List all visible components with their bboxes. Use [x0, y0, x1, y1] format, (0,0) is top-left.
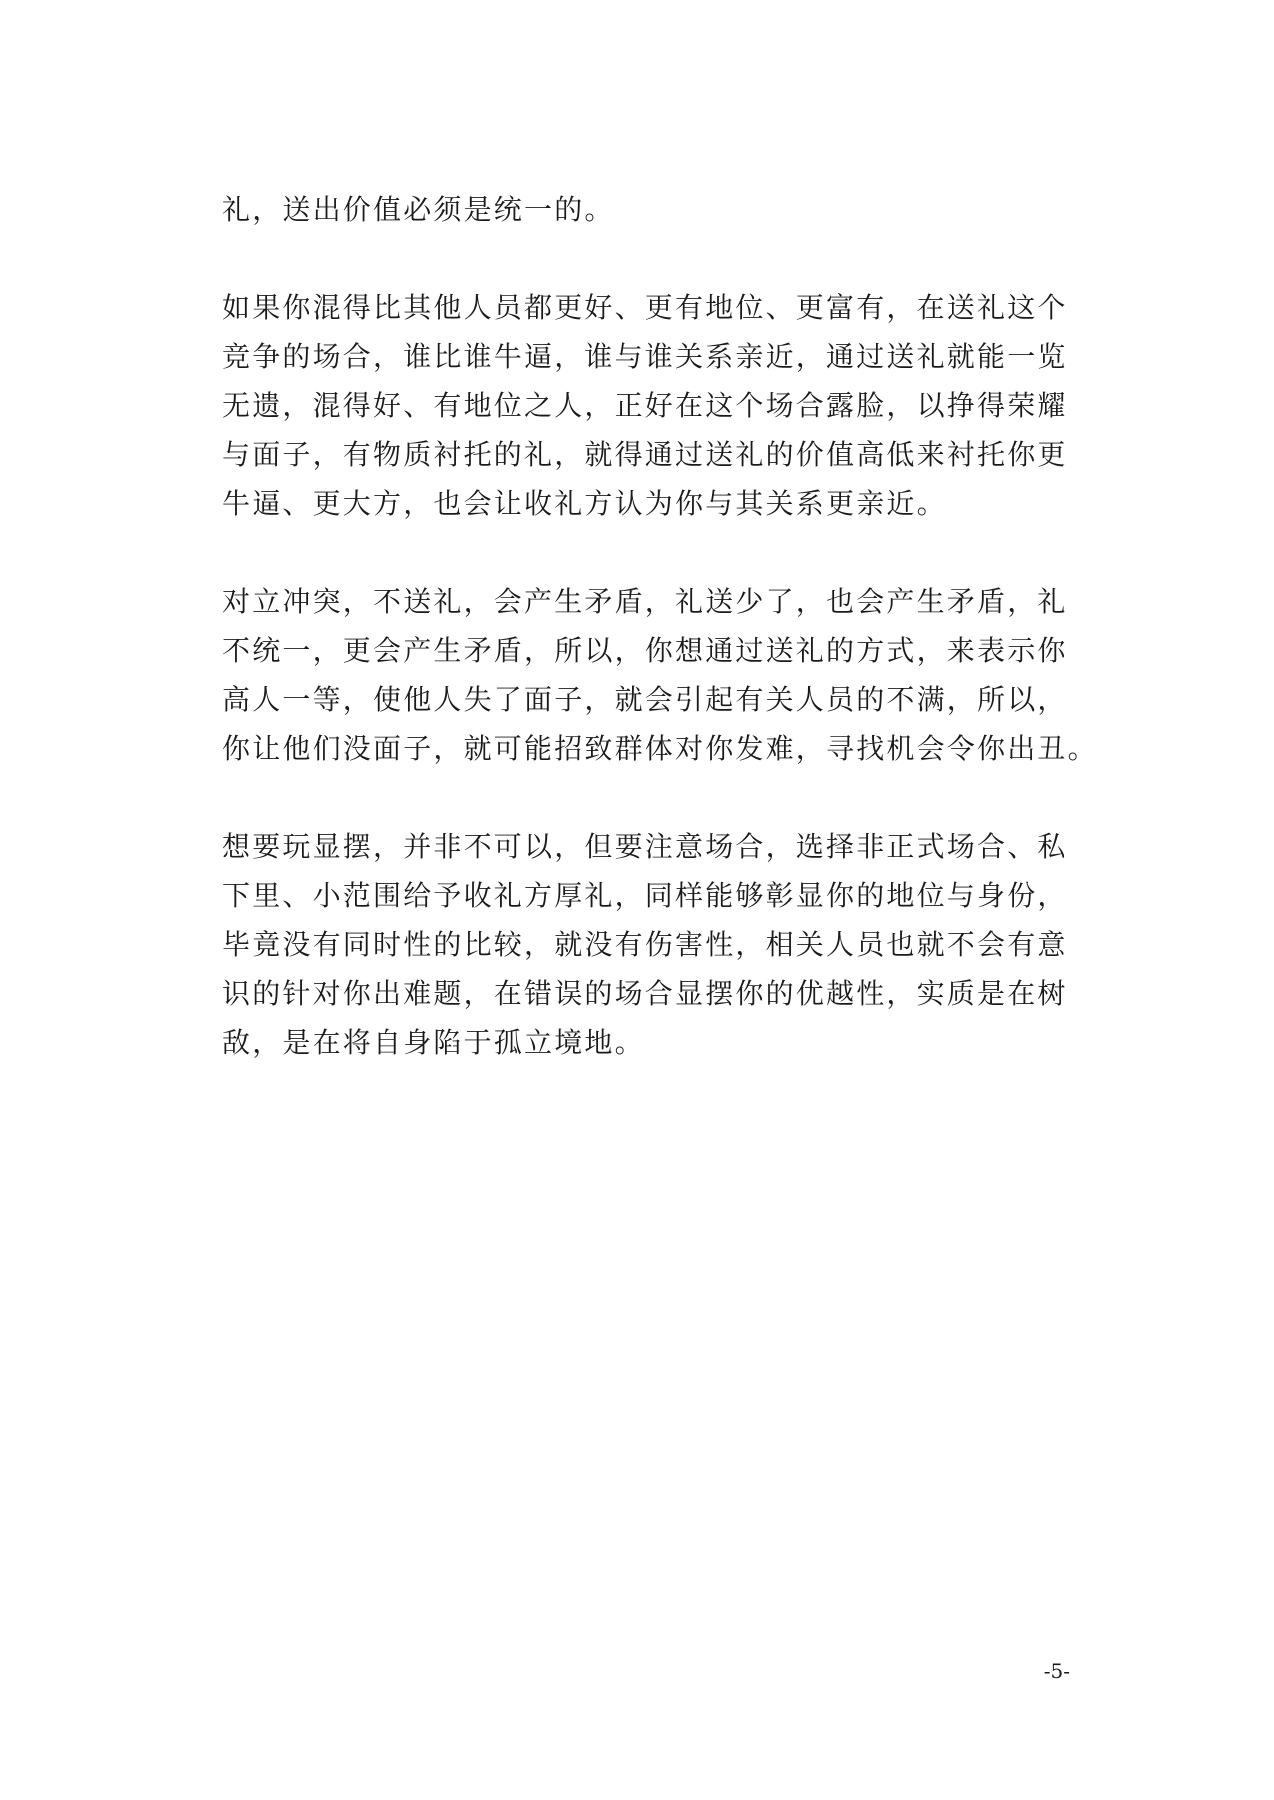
text-line: 高人一等，使他人失了面子，就会引起有关人员的不满，所以，	[222, 683, 1068, 716]
text-line: 无遗，混得好、有地位之人，正好在这个场合露脸，以挣得荣耀	[222, 389, 1068, 422]
text-line: 牛逼、更大方，也会让收礼方认为你与其关系更亲近。	[222, 487, 947, 520]
text-line: 你让他们没面子，就可能招致群体对你发难，寻找机会令你出丑。	[222, 732, 1098, 765]
text-line: 识的针对你出难题，在错误的场合显摆你的优越性，实质是在树	[222, 977, 1068, 1010]
text-line: 不统一，更会产生矛盾，所以，你想通过送礼的方式，来表示你	[222, 634, 1068, 667]
text-line: 礼，送出价值必须是统一的。	[222, 193, 615, 226]
text-line: 下里、小范围给予收礼方厚礼，同样能够彰显你的地位与身份，	[222, 879, 1068, 912]
page-number: -5-	[1043, 1659, 1070, 1683]
text-line: 对立冲突，不送礼，会产生矛盾，礼送少了，也会产生矛盾，礼	[222, 585, 1068, 618]
text-line: 想要玩显摆，并非不可以，但要注意场合，选择非正式场合、私	[222, 830, 1068, 863]
text-line: 如果你混得比其他人员都更好、更有地位、更富有，在送礼这个	[222, 291, 1068, 324]
text-line: 竞争的场合，谁比谁牛逼，谁与谁关系亲近，通过送礼就能一览	[222, 340, 1068, 373]
text-line: 毕竟没有同时性的比较，就没有伤害性，相关人员也就不会有意	[222, 928, 1068, 961]
text-line: 与面子，有物质衬托的礼，就得通过送礼的价值高低来衬托你更	[222, 438, 1068, 471]
text-line: 敌，是在将自身陷于孤立境地。	[222, 1026, 645, 1059]
